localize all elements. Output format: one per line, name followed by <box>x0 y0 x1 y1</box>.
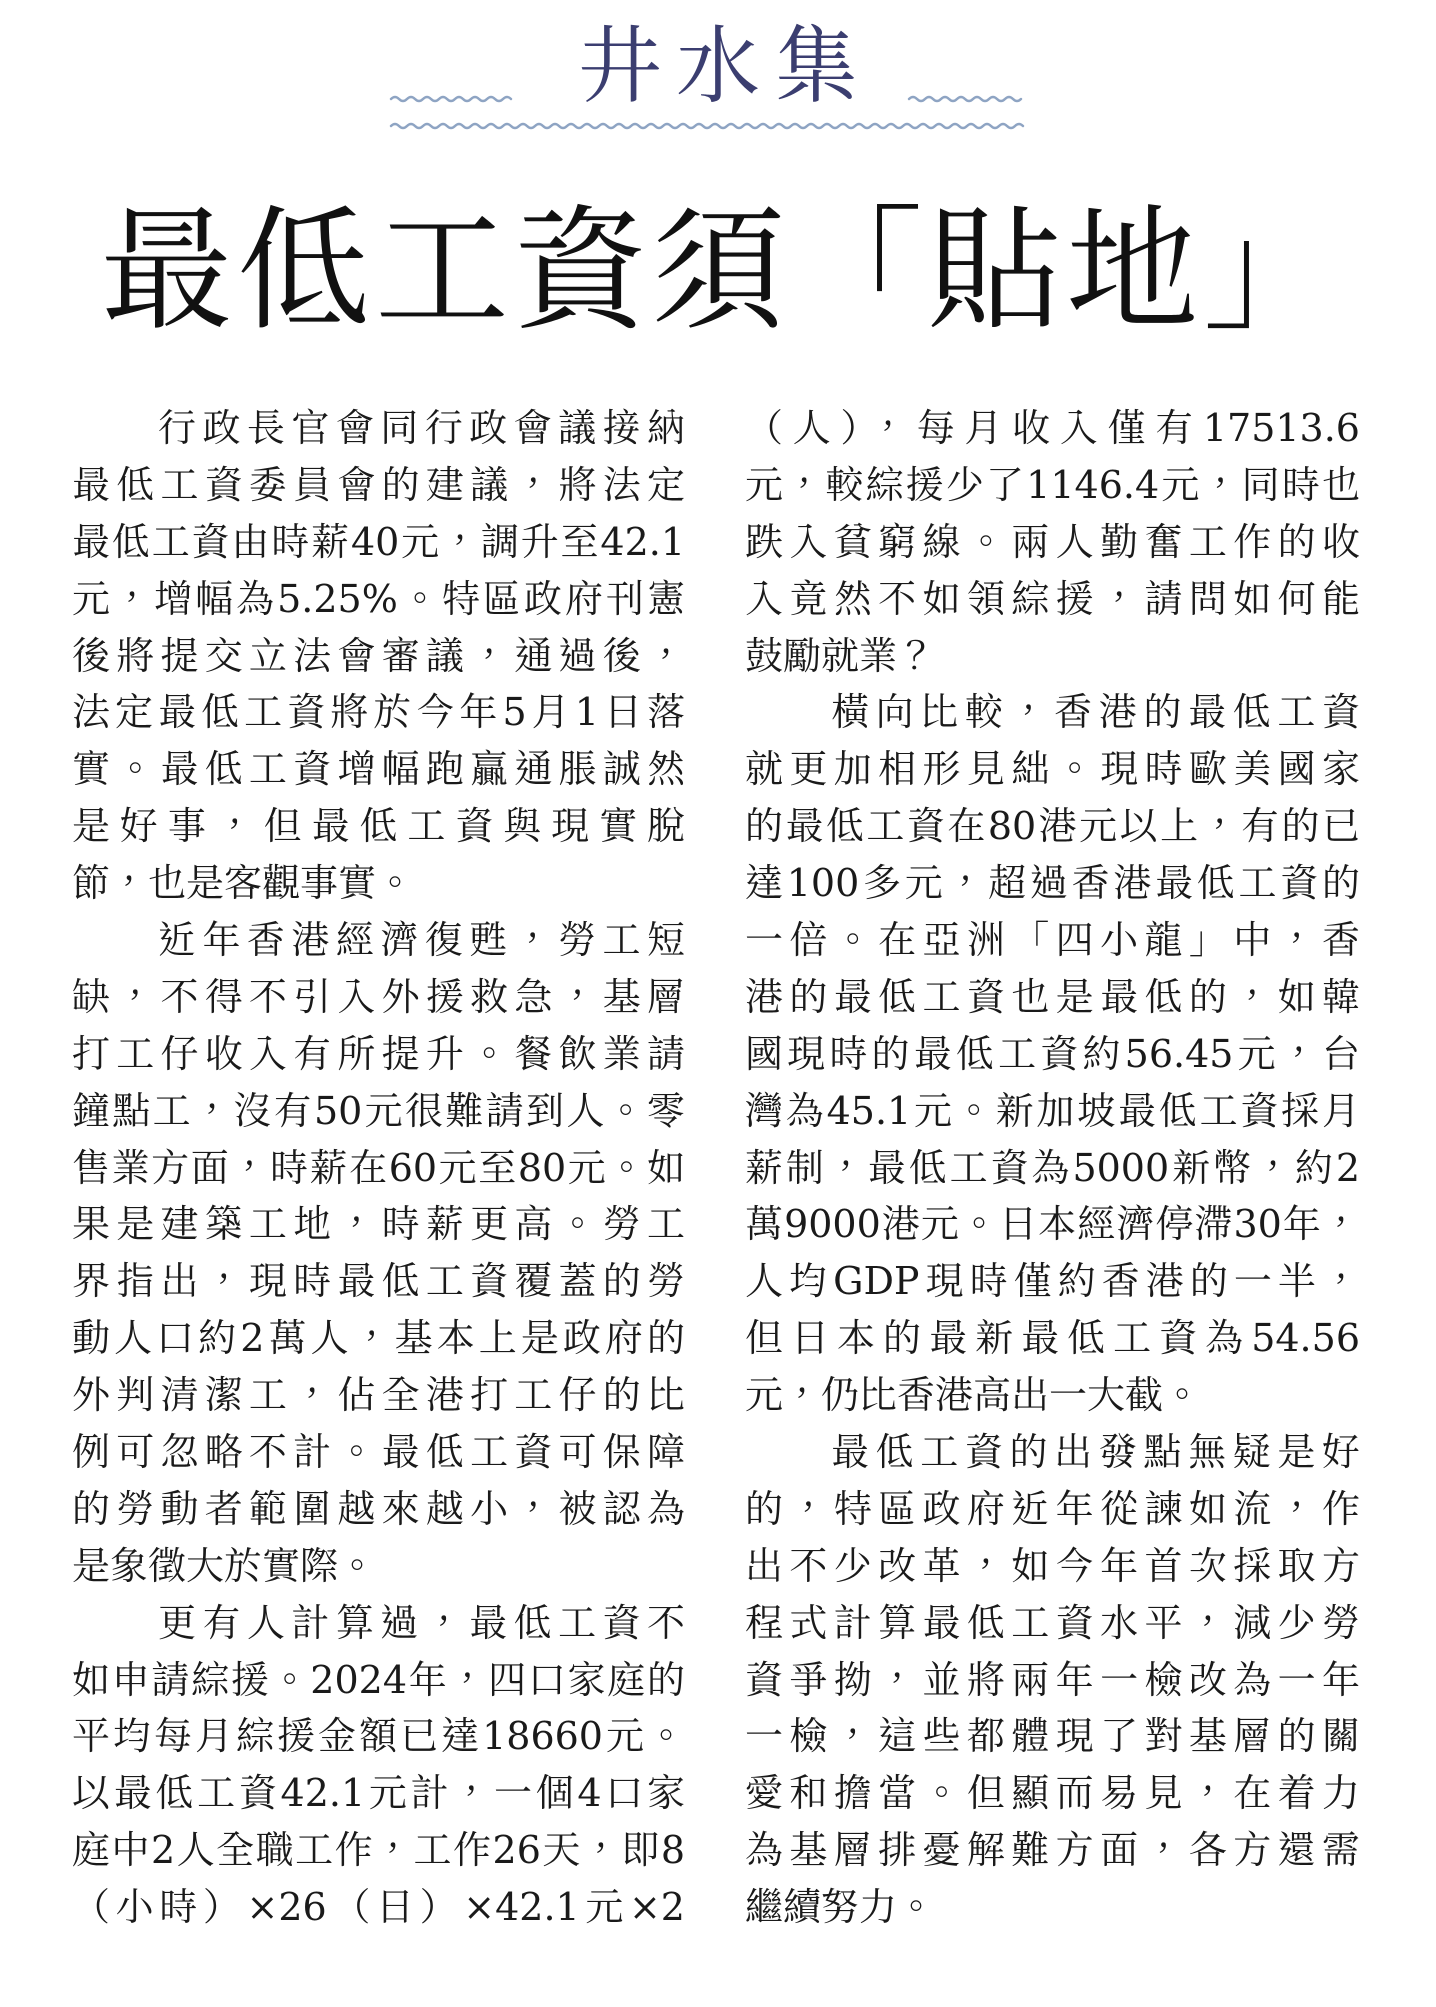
body-line: 出不少改革，如今年首次採取方 <box>745 1543 1360 1588</box>
body-line: 鐘點工，沒有50元很難請到人。零 <box>72 1088 685 1133</box>
wave-divider-bottom <box>391 124 1023 128</box>
body-line: 的最低工資在80港元以上，有的已 <box>745 804 1360 849</box>
column-name: 井水集 <box>577 17 872 115</box>
paragraph-first-line: 最低工資的出發點無疑是好 <box>831 1430 1360 1475</box>
body-line: 平均每月綜援金額已達18660元。 <box>72 1714 685 1759</box>
wave-divider-right <box>909 97 1021 101</box>
body-line: 的，特區政府近年從諫如流，作 <box>745 1486 1360 1531</box>
body-line: 法定最低工資將於今年5月1日落 <box>72 690 685 735</box>
body-line: 達100多元，超過香港最低工資的 <box>745 861 1360 906</box>
body-line: 打工仔收入有所提升。餐飲業請 <box>72 1031 685 1076</box>
body-line: 人均GDP現時僅約香港的一半， <box>745 1259 1360 1304</box>
body-line: 缺，不得不引入外援救急，基層 <box>72 974 685 1019</box>
article-column-right <box>745 400 1360 1936</box>
body-line: 售業方面，時薪在60元至80元。如 <box>72 1145 685 1190</box>
body-line: 外判清潔工，佔全港打工仔的比 <box>72 1373 685 1418</box>
body-line: 最低工資委員會的建議，將法定 <box>72 462 685 507</box>
paragraph-first-line: 行政長官會同行政會議接納 <box>158 406 685 450</box>
paragraph-last-line: 繼續努力。 <box>745 1885 936 1930</box>
body-line: 以最低工資42.1元計，一個4口家 <box>72 1771 685 1816</box>
body-line: 入竟然不如領綜援，請問如何能 <box>745 576 1360 621</box>
headline: 最低工資須「貼地」 <box>98 193 1341 349</box>
body-line: 是好事，但最低工資與現實脫 <box>72 804 685 849</box>
body-line: 灣為45.1元。新加坡最低工資採月 <box>745 1088 1360 1133</box>
body-line: 但日本的最新最低工資為54.56 <box>745 1316 1360 1361</box>
body-line: 例可忽略不計。最低工資可保障 <box>72 1430 685 1475</box>
paragraph-first-line: 更有人計算過，最低工資不 <box>158 1600 685 1645</box>
body-line: 實。最低工資增幅跑贏通脹誠然 <box>72 747 685 792</box>
body-line: 一檢，這些都體現了對基層的關 <box>745 1714 1360 1759</box>
body-line: 動人口約2萬人，基本上是政府的 <box>72 1316 685 1361</box>
paragraph-last-line: 是象徵大於實際。 <box>72 1543 377 1588</box>
body-line: 薪制，最低工資為5000新幣，約2 <box>745 1145 1360 1190</box>
body-line: 國現時的最低工資約56.45元，台 <box>745 1031 1360 1076</box>
body-line: 就更加相形見絀。現時歐美國家 <box>745 747 1360 792</box>
paragraph-last-line: 節，也是客觀事實。 <box>72 861 415 906</box>
paragraph-last-line: 元，仍比香港高出一大截。 <box>745 1373 1202 1418</box>
body-line: 果是建築工地，時薪更高。勞工 <box>72 1202 685 1247</box>
body-line: 程式計算最低工資水平，減少勞 <box>745 1600 1360 1645</box>
body-line: 一倍。在亞洲「四小龍」中，香 <box>745 918 1360 963</box>
body-line: 資爭拗，並將兩年一檢改為一年 <box>745 1657 1360 1702</box>
body-line: 為基層排憂解難方面，各方還需 <box>745 1828 1360 1873</box>
body-line: 跌入貧窮線。兩人勤奮工作的收 <box>745 519 1360 564</box>
body-line: 如申請綜援。2024年，四口家庭的 <box>72 1657 685 1702</box>
body-line: 港的最低工資也是最低的，如韓 <box>745 974 1360 1019</box>
body-line: 元，增幅為5.25%。特區政府刊憲 <box>72 576 685 621</box>
body-line: 萬9000港元。日本經濟停滯30年， <box>745 1202 1360 1247</box>
wave-divider-left <box>391 97 511 101</box>
wave-ornament <box>380 88 1040 140</box>
body-line: （人），每月收入僅有17513.6 <box>745 406 1360 450</box>
paragraph-first-line: 橫向比較，香港的最低工資 <box>831 690 1360 735</box>
body-line: 元，較綜援少了1146.4元，同時也 <box>745 462 1360 507</box>
paragraph-first-line: 近年香港經濟復甦，勞工短 <box>158 918 685 963</box>
body-line: 庭中2人全職工作，工作26天，即8 <box>72 1828 685 1873</box>
body-line: 最低工資由時薪40元，調升至42.1 <box>72 519 685 564</box>
body-line: 後將提交立法會審議，通過後， <box>72 633 685 678</box>
body-line: 的勞動者範圍越來越小，被認為 <box>72 1486 685 1531</box>
body-line: （小時）×26（日）×42.1元×2 <box>72 1885 685 1930</box>
body-line: 愛和擔當。但顯而易見，在着力 <box>745 1771 1360 1816</box>
paragraph-last-line: 鼓勵就業？ <box>745 633 936 678</box>
body-line: 界指出，現時最低工資覆蓋的勞 <box>72 1259 685 1304</box>
article-column-left <box>72 400 685 1936</box>
